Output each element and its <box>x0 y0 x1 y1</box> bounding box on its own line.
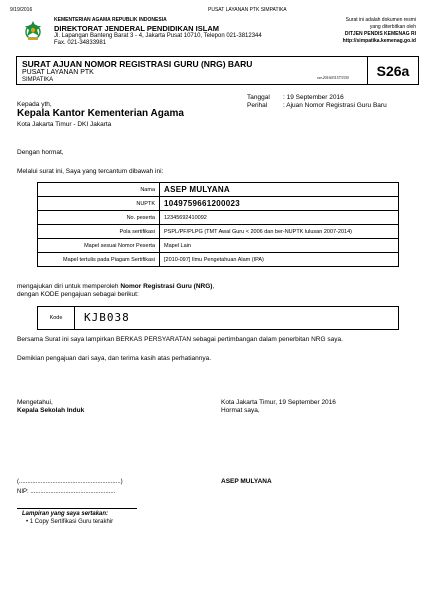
detail-value: 1049759661200023 <box>160 197 399 211</box>
official-notice <box>343 17 416 45</box>
tanggal-label: Tanggal <box>247 94 270 101</box>
applicant-details-table <box>37 182 399 267</box>
addressee-name: Kepala Kantor Kementerian Agama <box>17 108 184 119</box>
tanggal-value: : 19 September 2016 <box>283 94 344 101</box>
perihal-label: Perihal <box>247 102 268 109</box>
notice-line: http://simpatika.kemenag.go.id <box>342 38 416 44</box>
detail-value: 12345692410092 <box>160 211 399 225</box>
applicant-signature-name: ASEP MULYANA <box>221 478 272 485</box>
letterhead-fax: Fax. 021-34833981 <box>54 40 107 46</box>
detail-label: Mapel sesuai Nomor Peserta <box>38 239 160 253</box>
detail-label: Mapel tertulis pada Piagam Sertifikasi <box>38 253 160 267</box>
request-comma: , <box>212 283 215 290</box>
directorate-name: DIREKTORAT JENDERAL PENDIDIKAN ISLAM <box>54 24 220 33</box>
principal-title: Kepala Sekolah Induk <box>17 407 85 414</box>
notice-line: DITJEN PENDIS KEMENAG RI <box>344 31 416 37</box>
principal-nip: NIP: ................................................... <box>17 489 116 495</box>
table-row <box>38 211 399 225</box>
kemenag-logo-icon <box>22 20 44 42</box>
document-title-box <box>16 56 419 85</box>
table-row <box>38 183 399 197</box>
table-row <box>38 225 399 239</box>
document-reference: ver.2016031573330 <box>317 75 349 80</box>
detail-value: PSPL/PF/PLPG (TMT Awal Guru < 2006 dan ber-NUPTK lulusan 2007-2014) <box>160 225 399 239</box>
lampiran-item <box>26 519 113 525</box>
document-title: SURAT AJUAN NOMOR REGISTRASI GURU (NRG) BARU <box>22 59 253 69</box>
form-code: S26a <box>367 57 418 84</box>
table-row <box>38 197 399 211</box>
table-row <box>38 253 399 267</box>
attachment-note: Bersama Surat ini saya lampirkan BERKAS PERSYARATAN sebagai pertimbangan dalam penerbitan NRG saya. <box>17 336 343 343</box>
detail-label: NUPTK <box>38 197 160 211</box>
lampiran-heading: Lampiran yang saya sertakan: <box>22 511 109 517</box>
lampiran-item-text: 1 Copy Sertifikasi Guru terakhir <box>29 519 114 525</box>
submission-code-box <box>37 306 399 330</box>
print-date: 9/19/2016 <box>10 7 33 13</box>
greeting: Dengan hormat, <box>17 149 64 156</box>
detail-label: Pola sertifikasi <box>38 225 160 239</box>
letterhead-address: Jl. Lapangan Banteng Barat 3 - 4, Jakarta Pusat 10710, Telepon 021-3812344 <box>54 33 262 39</box>
perihal-value: : Ajuan Nomor Registrasi Guru Baru <box>283 102 387 109</box>
acknowledged-label: Mengetahui, <box>17 399 53 406</box>
regards-label: Hormat saya, <box>221 407 260 414</box>
table-row <box>38 239 399 253</box>
print-title: PUSAT LAYANAN PTK SIMPATIKA <box>208 7 287 13</box>
detail-value: Mapel Lain <box>160 239 399 253</box>
detail-value: [2010-097] Ilmu Pengetahuan Alam (IPA) <box>160 253 399 267</box>
notice-line: yang diterbitkan oleh <box>369 24 416 30</box>
detail-label: No. peserta <box>38 211 160 225</box>
detail-value: ASEP MULYANA <box>160 183 399 197</box>
request-nrg: Nomor Registrasi Guru (NRG) <box>120 283 213 290</box>
notice-line: Surat ini adalah dokumen resmi <box>345 17 416 23</box>
closing-text: Demikian pengajuan dari saya, dan terima kasih atas perhatiannya. <box>17 355 212 362</box>
bullet-icon: • <box>26 519 29 525</box>
kode-label: Kode <box>38 307 75 329</box>
place-date: Kota Jakarta Timur, 19 September 2016 <box>221 399 336 406</box>
addressee-salutation: Kepada yth, <box>17 101 52 108</box>
document-subtitle: PUSAT LAYANAN PTK <box>22 69 94 76</box>
addressee-city: Kota Jakarta Timur - DKI Jakarta <box>17 121 112 128</box>
lampiran-divider <box>17 508 137 509</box>
detail-label: Nama <box>38 183 160 197</box>
principal-signature-blank: (.............................................................) <box>17 479 123 485</box>
request-line-1 <box>17 283 214 290</box>
document-subtitle-2: SIMPATIKA <box>22 77 54 83</box>
intro-text: Melalui surat ini, Saya yang tercantum dibawah ini: <box>17 168 164 175</box>
request-line-2: dengan KODE pengajuan sebagai berikut: <box>17 291 139 298</box>
request-text: mengajukan diri untuk memperoleh <box>17 283 121 290</box>
kode-value: KJB038 <box>84 311 130 324</box>
ministry-name: KEMENTERIAN AGAMA REPUBLIK INDONESIA <box>54 17 167 23</box>
